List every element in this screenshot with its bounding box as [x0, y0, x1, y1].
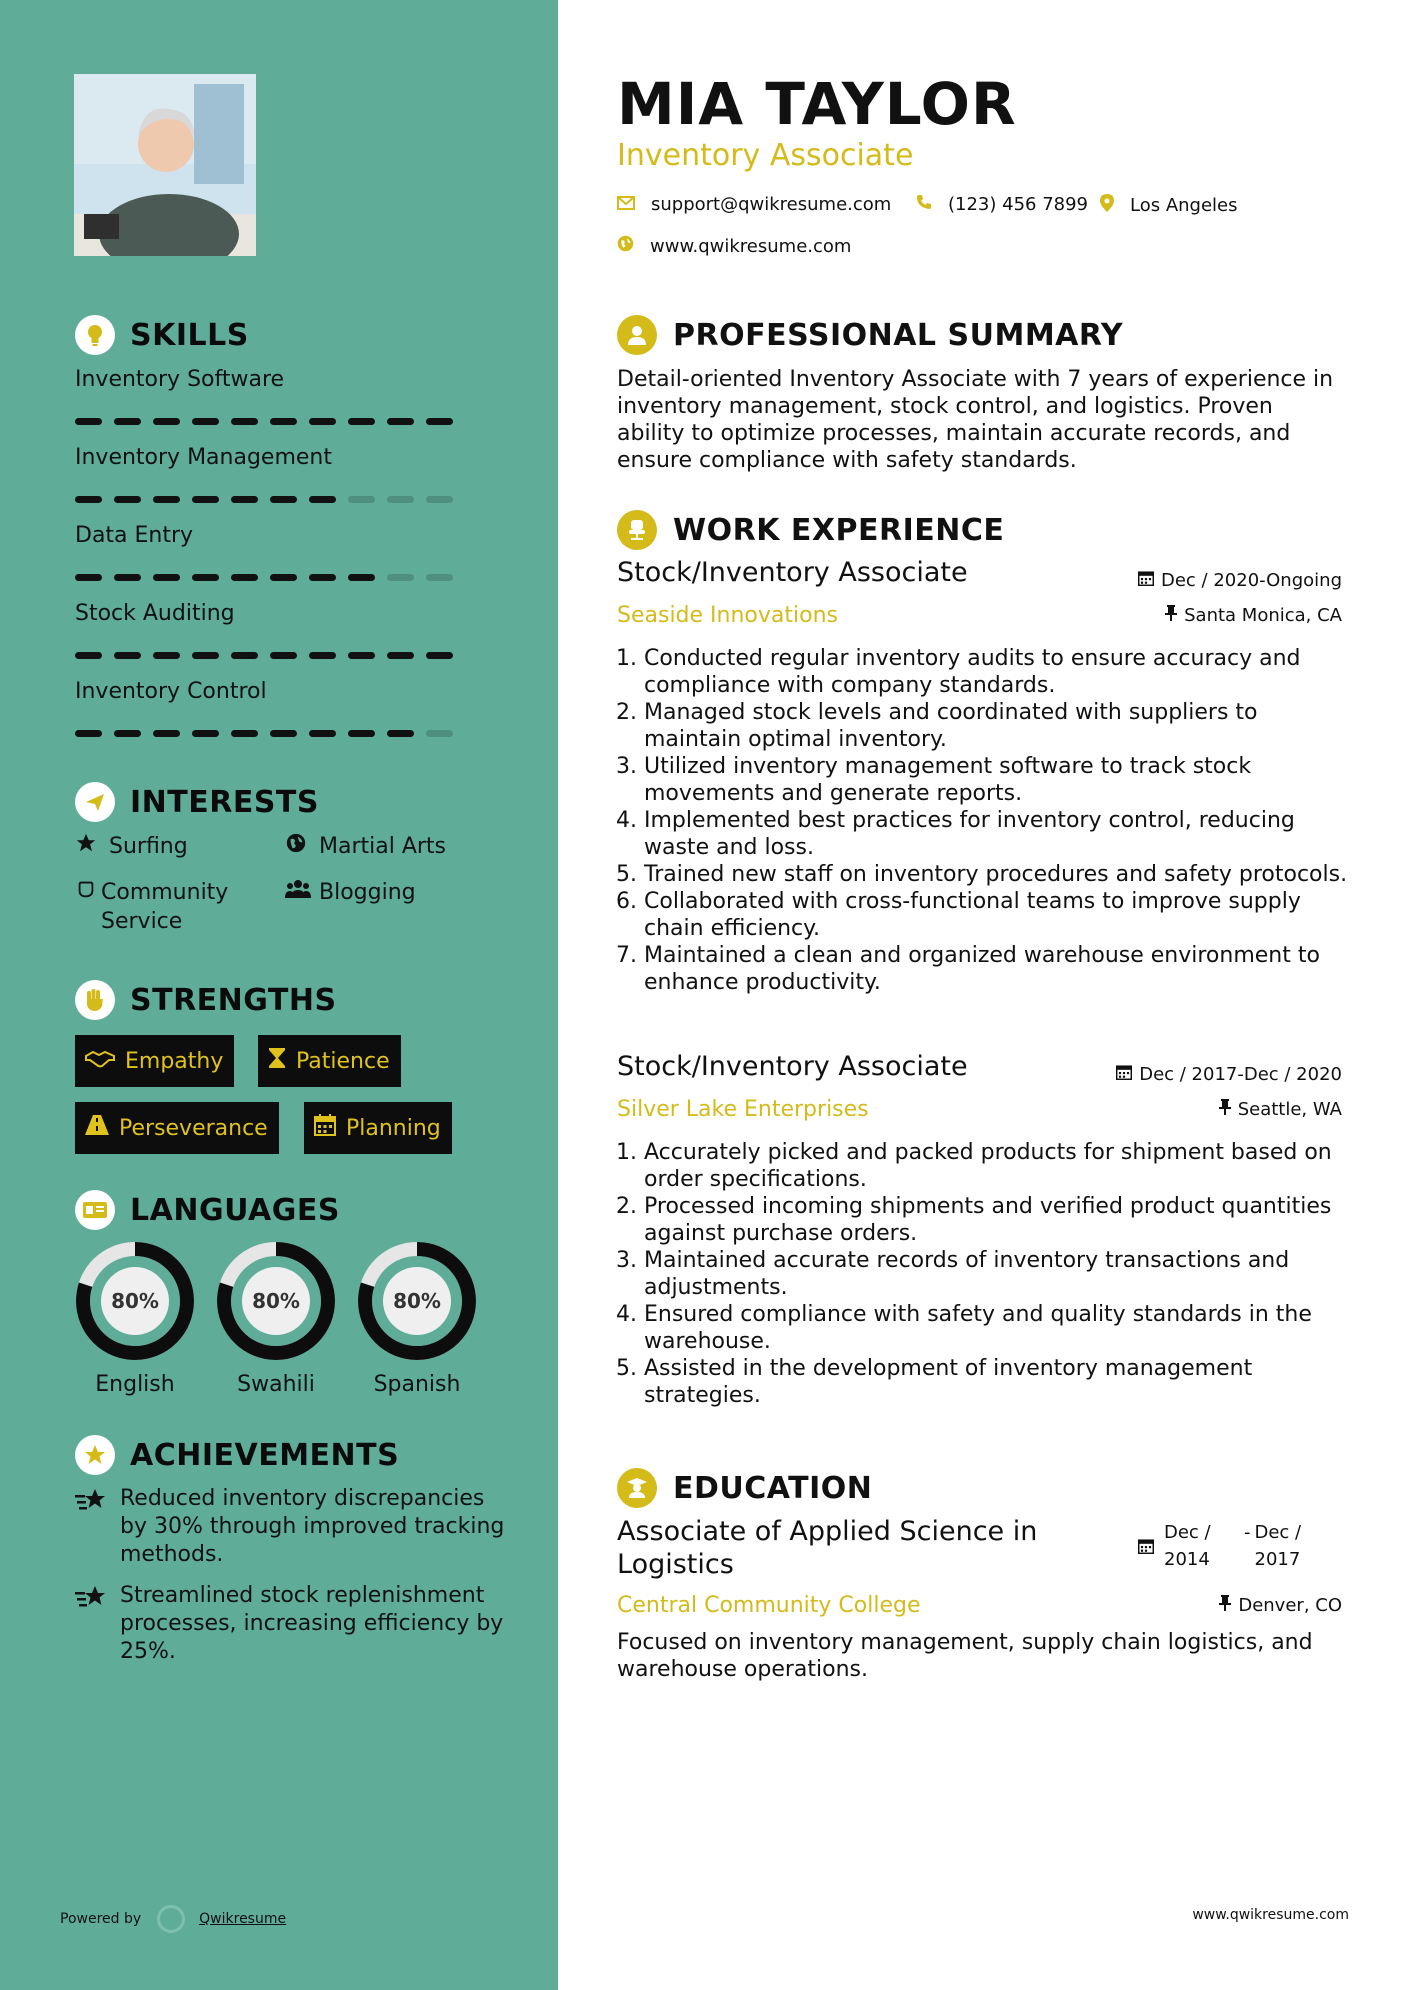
skill-name: Inventory Control — [75, 679, 267, 704]
job-dates-text: Dec / 2017-Dec / 2020 — [1139, 1064, 1342, 1085]
pushpin-icon — [1165, 605, 1177, 626]
qwikresume-logo-icon — [157, 1905, 185, 1933]
globe-icon — [285, 832, 315, 862]
powered-by — [60, 1905, 286, 1933]
achievement-item — [75, 1582, 505, 1666]
skill-segment-filled — [231, 496, 258, 503]
interest-item — [75, 832, 188, 862]
strengths-title: STRENGTHS — [130, 982, 337, 1018]
education-location-text: Denver, CO — [1238, 1595, 1342, 1616]
skill-segment-filled — [309, 418, 336, 425]
skill-name: Stock Auditing — [75, 601, 235, 626]
contact-website[interactable] — [617, 235, 851, 257]
strength-badge — [258, 1035, 401, 1087]
skill-segment-filled — [231, 730, 258, 737]
language-label: English — [95, 1372, 175, 1397]
languages-header — [75, 1190, 340, 1230]
skill-segment-filled — [270, 496, 297, 503]
summary-header — [617, 315, 1123, 355]
job-dates — [1138, 570, 1342, 591]
skill-segment-filled — [75, 496, 102, 503]
date-separator: - — [1244, 1522, 1251, 1543]
ring-percent-label: 80% — [111, 1289, 159, 1313]
skill-segment-empty — [387, 496, 414, 503]
strength-badge — [304, 1102, 452, 1154]
degree-title: Associate of Applied Science in Logistics — [617, 1516, 1038, 1580]
shooting-star-icon — [75, 1485, 120, 1569]
skill-segment-filled — [426, 418, 453, 425]
paper-plane-icon — [75, 782, 115, 822]
education-title: EDUCATION — [673, 1470, 873, 1506]
skill-segment-filled — [309, 496, 336, 503]
language-item — [356, 1240, 478, 1397]
strengths-header — [75, 980, 337, 1020]
skills-header — [75, 315, 249, 355]
contact-location — [1100, 194, 1238, 217]
candidate-name: MIA TAYLOR — [617, 70, 1017, 138]
skill-segment-filled — [114, 730, 141, 737]
job-bullet: 5. Assisted in the development of inventory management strategies. — [644, 1355, 1356, 1409]
graduate-icon — [617, 1468, 657, 1508]
users-icon — [285, 878, 315, 908]
strength-label: Patience — [296, 1048, 390, 1074]
job-title: Stock/Inventory Associate — [617, 557, 968, 588]
footer-url[interactable]: www.qwikresume.com — [1192, 1907, 1349, 1923]
skill-segment-filled — [192, 496, 219, 503]
education-start: Dec / 2014 — [1164, 1522, 1211, 1570]
fist-icon — [75, 980, 115, 1020]
summary-text: Detail-oriented Inventory Associate with 7 years of experience in inventory management, stock control, and logistics. Proven ability to optimize processes, maintain accurate records, and ensure compliance with safety standards. — [617, 367, 1334, 473]
sidebar — [0, 0, 558, 1990]
skill-segment-filled — [192, 574, 219, 581]
skill-segment-empty — [387, 574, 414, 581]
skill-segment-empty — [426, 496, 453, 503]
skill-bar — [75, 652, 453, 659]
job-bullet: 2. Managed stock levels and coordinated with suppliers to maintain optimal inventory. — [644, 699, 1356, 753]
pushpin-icon — [1219, 1099, 1231, 1120]
language-ring — [74, 1240, 196, 1366]
job-location — [1219, 1099, 1342, 1120]
ring-percent-label: 80% — [393, 1289, 441, 1313]
language-item — [215, 1240, 337, 1397]
company-name: Silver Lake Enterprises — [617, 1097, 869, 1122]
website-text: www.qwikresume.com — [650, 235, 852, 257]
language-ring-chart — [356, 1240, 478, 1362]
skill-bar — [75, 418, 453, 425]
education-location — [1219, 1595, 1342, 1616]
skill-segment-filled — [270, 418, 297, 425]
star-icon — [75, 832, 105, 862]
skill-segment-filled — [75, 730, 102, 737]
skill-bar — [75, 730, 453, 737]
job-location-text: Seattle, WA — [1237, 1099, 1342, 1120]
language-ring — [215, 1240, 337, 1366]
lightbulb-icon — [75, 315, 115, 355]
skill-segment-filled — [309, 730, 336, 737]
job-location-text: Santa Monica, CA — [1184, 605, 1342, 626]
interest-item — [285, 832, 446, 862]
skill-segment-filled — [309, 652, 336, 659]
skill-segment-filled — [153, 730, 180, 737]
language-ring-chart — [215, 1240, 337, 1362]
calendar-icon — [1138, 1535, 1154, 1562]
skill-segment-filled — [75, 652, 102, 659]
skill-segment-filled — [192, 418, 219, 425]
skill-segment-filled — [309, 574, 336, 581]
strength-label: Empathy — [125, 1048, 224, 1074]
job-bullet: 2. Processed incoming shipments and verified product quantities against purchase orders. — [644, 1193, 1356, 1247]
pushpin-icon — [1219, 1595, 1231, 1616]
education-text: Focused on inventory management, supply chain logistics, and warehouse operations. — [617, 1630, 1313, 1682]
interests-title: INTERESTS — [130, 784, 319, 820]
calendar-icon — [1138, 570, 1154, 591]
language-item — [74, 1240, 196, 1397]
skill-segment-filled — [387, 730, 414, 737]
profile-photo — [74, 74, 256, 256]
hand-icon — [75, 878, 97, 908]
skill-segment-filled — [348, 730, 375, 737]
skill-segment-filled — [231, 574, 258, 581]
skill-segment-filled — [153, 496, 180, 503]
job-bullet: 3. Maintained accurate records of inventory transactions and adjustments. — [644, 1247, 1356, 1301]
skill-segment-filled — [75, 418, 102, 425]
skill-segment-filled — [270, 730, 297, 737]
contact-email[interactable] — [617, 194, 891, 215]
skill-segment-filled — [153, 418, 180, 425]
interest-label: Community Service — [101, 880, 229, 934]
education-dates — [1138, 1519, 1315, 1573]
skill-segment-filled — [192, 652, 219, 659]
skill-segment-empty — [426, 730, 453, 737]
skill-segment-filled — [114, 496, 141, 503]
skill-segment-filled — [114, 652, 141, 659]
ring-percent-label: 80% — [252, 1289, 300, 1313]
skill-bar — [75, 574, 453, 581]
handshake-icon — [85, 1049, 115, 1074]
achievement-text: Reduced inventory discrepancies by 30% through improved tracking methods. — [120, 1486, 505, 1567]
skill-segment-filled — [348, 418, 375, 425]
achievement-text: Streamlined stock replenishment processes, increasing efficiency by 25%. — [120, 1583, 504, 1664]
phone-icon — [916, 194, 932, 215]
skill-bar — [75, 496, 453, 503]
strength-label: Perseverance — [119, 1115, 268, 1141]
skill-segment-filled — [153, 574, 180, 581]
skill-name: Inventory Software — [75, 367, 285, 392]
interest-label: Blogging — [319, 880, 416, 905]
job-dates-text: Dec / 2020-Ongoing — [1161, 570, 1342, 591]
job-bullet: 6. Collaborated with cross-functional teams to improve supply chain efficiency. — [644, 888, 1356, 942]
interest-item — [75, 878, 255, 936]
skill-segment-filled — [153, 652, 180, 659]
job-bullet: 1. Accurately picked and packed products for shipment based on order specifications. — [644, 1139, 1356, 1193]
envelope-icon — [617, 194, 635, 215]
skill-segment-filled — [348, 574, 375, 581]
achievement-item — [75, 1485, 505, 1569]
language-label: Spanish — [373, 1372, 461, 1397]
calendar-icon — [1116, 1064, 1132, 1085]
interest-label: Martial Arts — [319, 834, 447, 859]
candidate-role: Inventory Associate — [617, 138, 914, 173]
company-name: Seaside Innovations — [617, 603, 838, 628]
hourglass-icon — [268, 1047, 286, 1075]
job-bullet: 3. Utilized inventory management software to track stock movements and generate reports. — [644, 753, 1356, 807]
globe-icon — [617, 235, 634, 257]
skill-segment-filled — [348, 652, 375, 659]
skill-name: Inventory Management — [75, 445, 332, 470]
job-location — [1165, 605, 1342, 626]
skill-segment-filled — [270, 574, 297, 581]
skill-segment-filled — [192, 730, 219, 737]
skill-name: Data Entry — [75, 523, 194, 548]
school-name: Central Community College — [617, 1593, 921, 1618]
email-text: support@qwikresume.com — [651, 194, 892, 215]
experience-title: WORK EXPERIENCE — [673, 512, 1005, 548]
skill-segment-filled — [387, 652, 414, 659]
skill-segment-empty — [348, 496, 375, 503]
job-bullet: 4. Ensured compliance with safety and quality standards in the warehouse. — [644, 1301, 1356, 1355]
skill-segment-filled — [231, 652, 258, 659]
skill-segment-filled — [114, 574, 141, 581]
interest-label: Surfing — [109, 834, 188, 859]
job-bullets — [616, 1139, 1356, 1409]
strength-badge — [75, 1102, 279, 1154]
office-chair-icon — [617, 510, 657, 550]
skill-segment-filled — [231, 418, 258, 425]
languages-title: LANGUAGES — [130, 1192, 340, 1228]
job-dates — [1116, 1064, 1342, 1085]
shooting-star-icon — [75, 1582, 120, 1666]
achievements-title: ACHIEVEMENTS — [130, 1437, 400, 1473]
education-header — [617, 1468, 872, 1508]
language-ring — [356, 1240, 478, 1366]
job-bullet: 4. Implemented best practices for inventory control, reducing waste and loss. — [644, 807, 1356, 861]
skill-segment-filled — [270, 652, 297, 659]
calendar-icon — [314, 1114, 336, 1142]
skill-segment-filled — [387, 418, 414, 425]
job-bullets — [616, 645, 1356, 996]
strength-badge — [75, 1035, 234, 1087]
job-bullet: 7. Maintained a clean and organized warehouse environment to enhance productivity. — [644, 942, 1356, 996]
language-label: Swahili — [237, 1372, 315, 1397]
experience-header — [617, 510, 1004, 550]
skills-title: SKILLS — [130, 317, 249, 353]
interest-item — [285, 878, 416, 908]
phone-text: (123) 456 7899 — [948, 194, 1089, 215]
map-pin-icon — [1100, 194, 1114, 217]
road-icon — [85, 1115, 109, 1141]
star-badge-icon — [75, 1435, 115, 1475]
interests-header — [75, 782, 319, 822]
main-content — [558, 0, 1407, 1990]
skill-segment-empty — [426, 574, 453, 581]
skill-segment-filled — [114, 418, 141, 425]
user-icon — [617, 315, 657, 355]
skill-segment-filled — [426, 652, 453, 659]
language-ring-chart — [74, 1240, 196, 1362]
qwikresume-link[interactable]: Qwikresume — [199, 1911, 287, 1927]
skill-segment-filled — [75, 574, 102, 581]
powered-by-label: Powered by — [60, 1911, 142, 1927]
contact-phone[interactable] — [916, 194, 1088, 215]
achievements-header — [75, 1435, 399, 1475]
education-end: Dec / 2017 — [1254, 1522, 1302, 1570]
summary-title: PROFESSIONAL SUMMARY — [673, 317, 1124, 353]
strength-label: Planning — [346, 1115, 441, 1141]
job-title: Stock/Inventory Associate — [617, 1051, 968, 1082]
id-card-icon — [75, 1190, 115, 1230]
location-text: Los Angeles — [1130, 195, 1238, 216]
job-bullet: 1. Conducted regular inventory audits to ensure accuracy and compliance with company standards. — [644, 645, 1356, 699]
job-bullet: 5. Trained new staff on inventory procedures and safety protocols. — [644, 861, 1356, 888]
